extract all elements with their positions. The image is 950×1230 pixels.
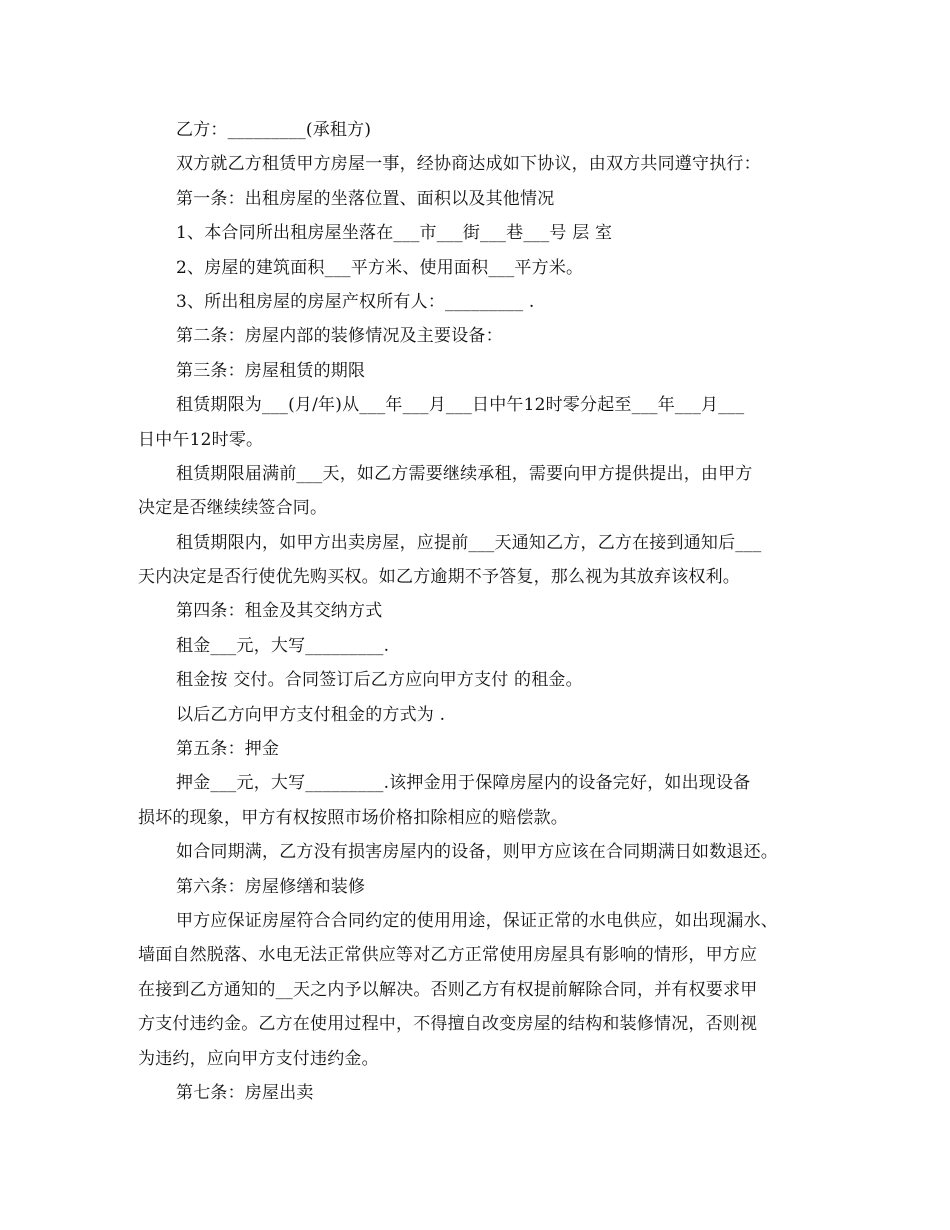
lease-term-line-1: 租赁期限为___(月/年)从___年___月___日中午12时零分起至___年___月___ [176, 395, 745, 416]
article-3-heading: 第三条：房屋租赁的期限 [176, 360, 366, 381]
agreement-intro: 双方就乙方租赁甲方房屋一事，经协商达成如下协议，由双方共同遵守执行： [176, 154, 761, 175]
lease-term-line-2: 日中午12时零。 [138, 429, 264, 450]
article-1-item-1: 1、本合同所出租房屋坐落在___市___街___巷___号 层 室 [176, 223, 613, 244]
repair-line-3: 在接到乙方通知的__天之内予以解决。否则乙方有权提前解除合同，并有权要求甲 [138, 979, 758, 1000]
rent-method-line: 以后乙方向甲方支付租金的方式为 . [176, 704, 446, 725]
preemption-line-1: 租赁期限内，如甲方出卖房屋，应提前___天通知乙方，乙方在接到通知后___ [176, 532, 762, 553]
deposit-line-2: 损坏的现象，甲方有权按照市场价格扣除相应的赔偿款。 [138, 807, 568, 828]
article-2-heading: 第二条：房屋内部的装修情况及主要设备： [176, 326, 503, 347]
preemption-line-2: 天内决定是否行使优先购买权。如乙方逾期不予答复，那么视为其放弃该权利。 [138, 567, 740, 588]
article-5-heading: 第五条：押金 [176, 739, 280, 760]
renewal-line-2: 决定是否继续续签合同。 [138, 498, 328, 519]
rent-payment-line: 租金按 交付。合同签订后乙方应向甲方支付 的租金。 [176, 670, 583, 691]
article-6-heading: 第六条：房屋修缮和装修 [176, 876, 366, 897]
repair-line-4: 方支付违约金。乙方在使用过程中，不得擅自改变房屋的结构和装修情况，否则视 [138, 1014, 758, 1035]
contract-body [138, 113, 818, 1110]
article-1-heading: 第一条：出租房屋的坐落位置、面积以及其他情况 [176, 188, 555, 209]
article-4-heading: 第四条：租金及其交纳方式 [176, 601, 383, 622]
deposit-refund-line: 如合同期满，乙方没有损害房屋内的设备，则甲方应该在合同期满日如数退还。 [176, 842, 778, 863]
party-b-line: 乙方：_________(承租方) [176, 120, 372, 140]
repair-line-2: 墙面自然脱落、水电无法正常供应等对乙方正常使用房屋具有影响的情形，甲方应 [138, 945, 758, 966]
renewal-line-1: 租赁期限届满前___天，如乙方需要继续承租，需要向甲方提供提出，由甲方 [176, 463, 753, 484]
repair-line-5: 为违约，应向甲方支付违约金。 [138, 1048, 379, 1069]
article-1-item-3: 3、所出租房屋的房屋产权所有人：_________ . [176, 291, 535, 312]
deposit-line-1: 押金___元，大写_________.该押金用于保障房屋内的设备完好，如出现设备 [176, 773, 751, 794]
repair-line-1: 甲方应保证房屋符合合同约定的使用用途，保证正常的水电供应，如出现漏水、 [176, 910, 778, 931]
rent-amount-line: 租金___元，大写_________. [176, 635, 390, 656]
article-7-heading: 第七条：房屋出卖 [176, 1082, 314, 1103]
article-1-item-2: 2、房屋的建筑面积___平方米、使用面积___平方米。 [176, 257, 584, 278]
